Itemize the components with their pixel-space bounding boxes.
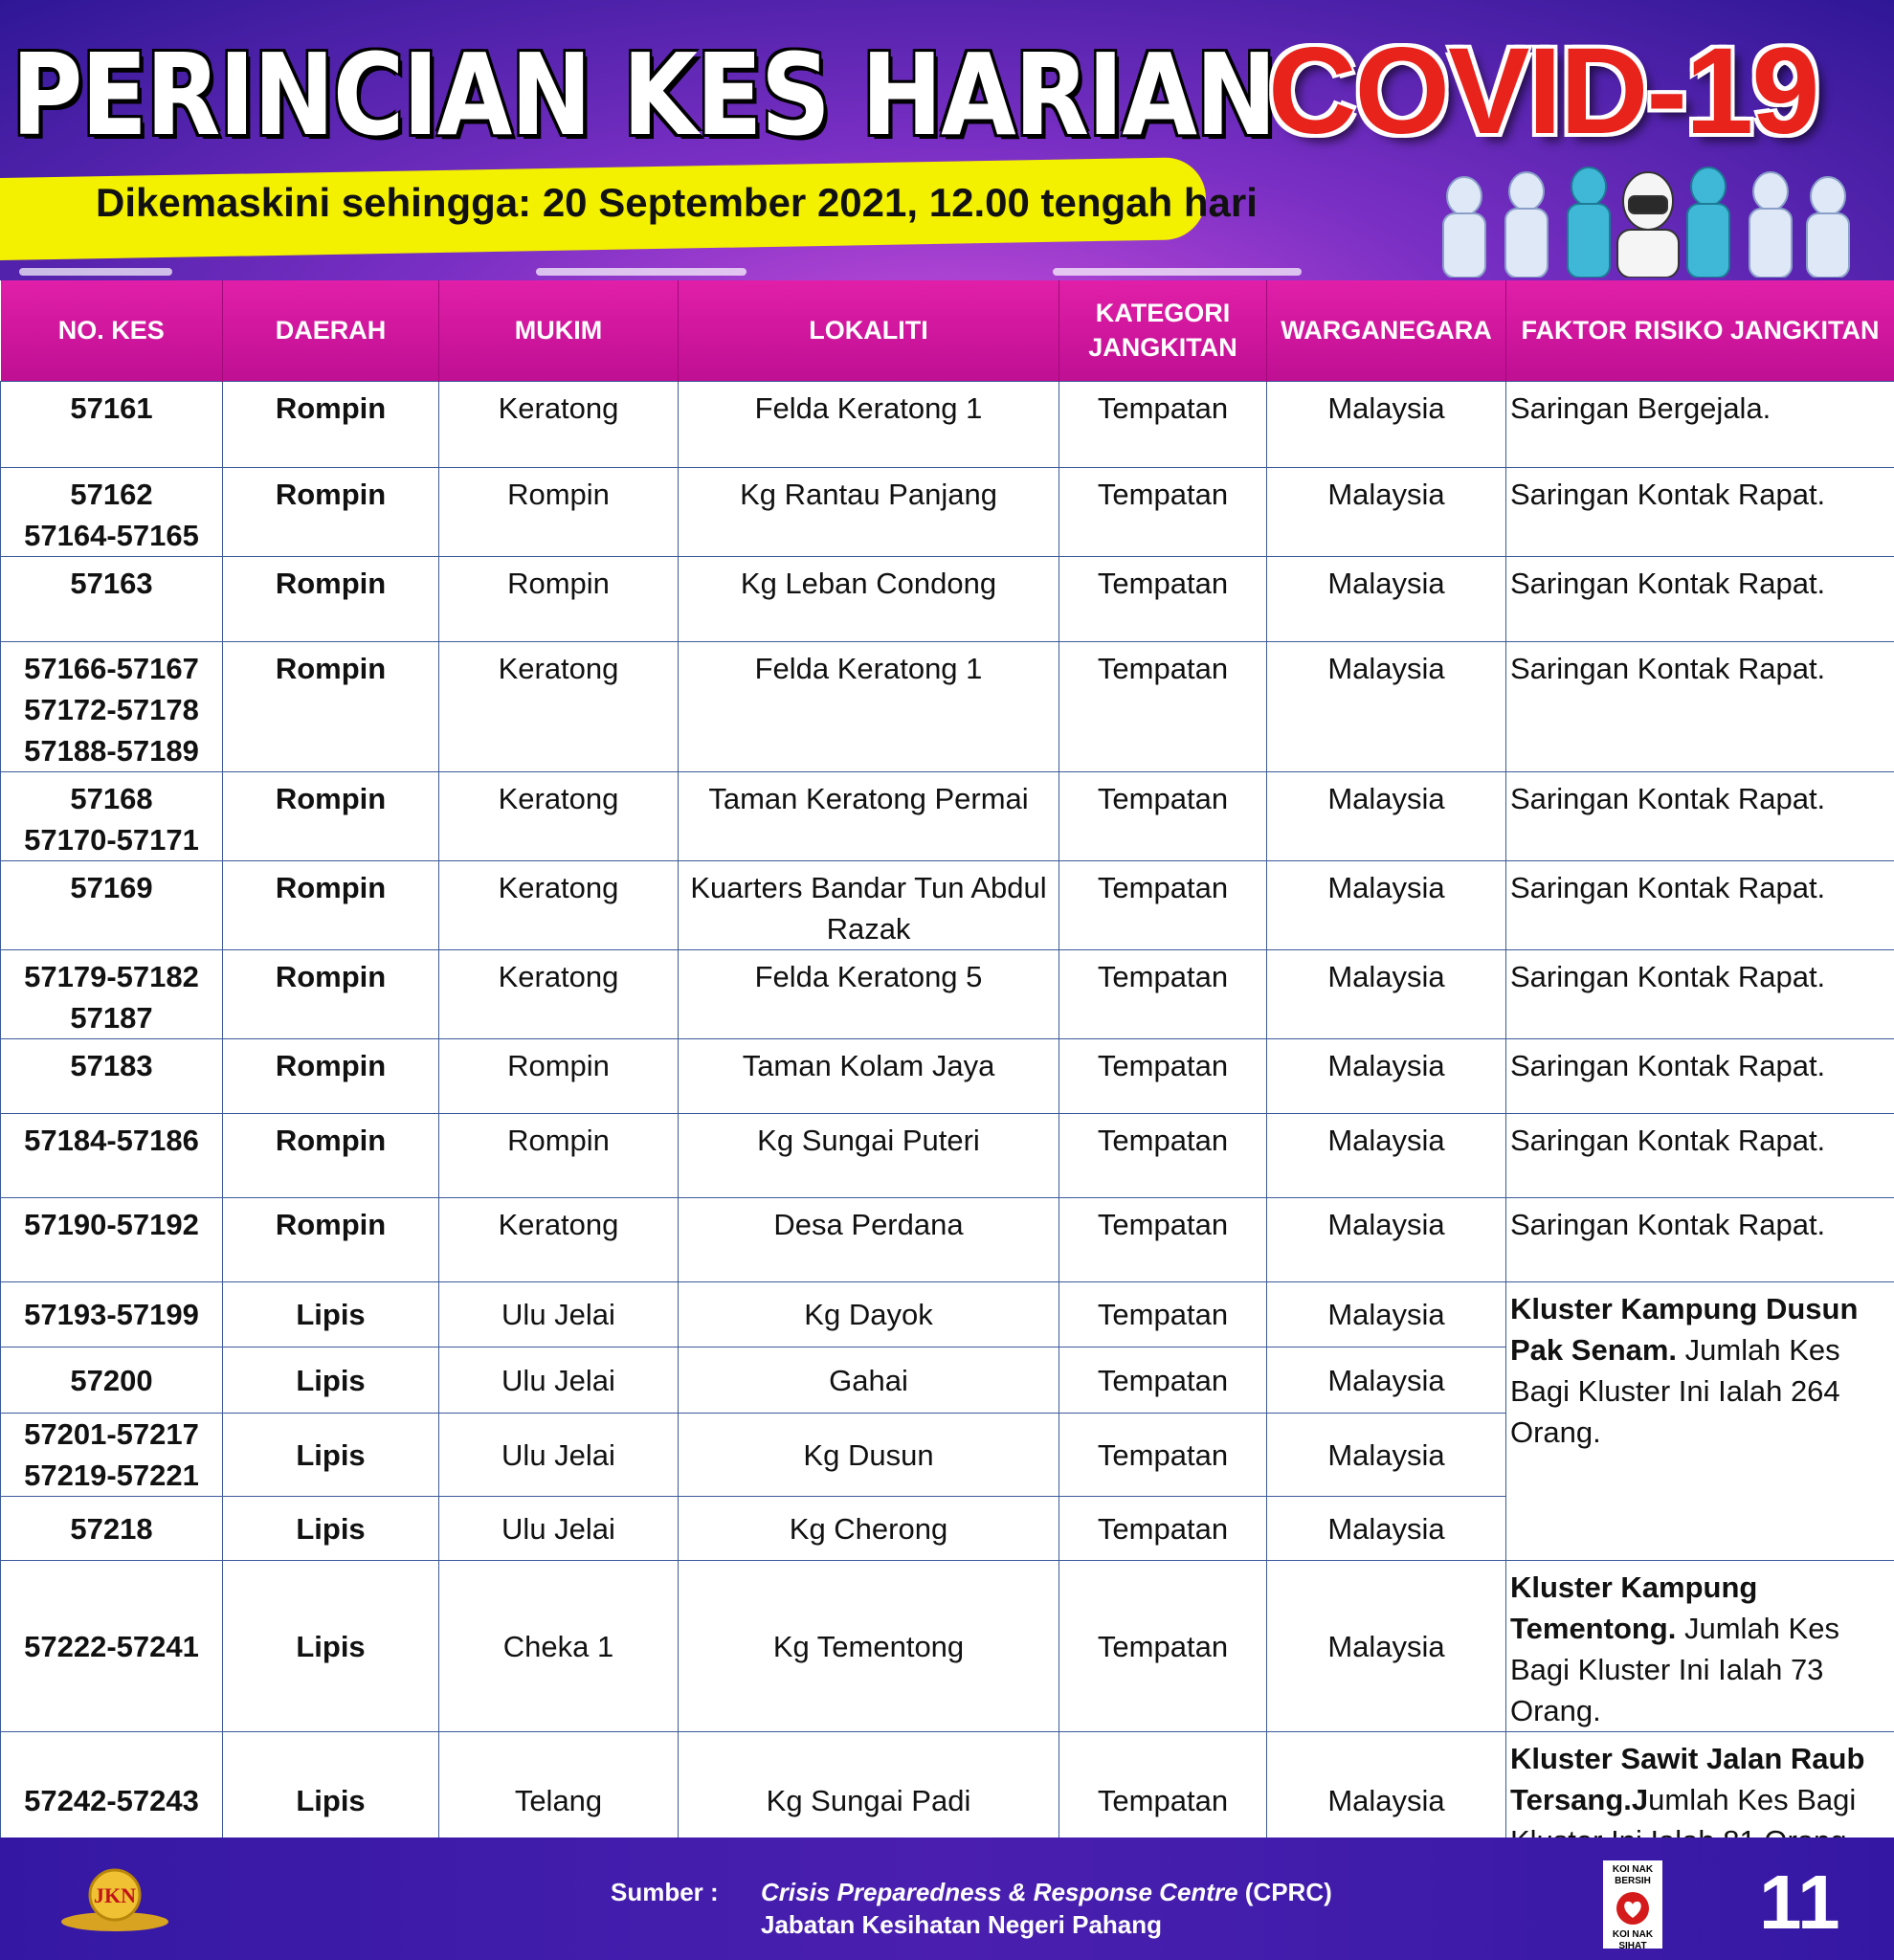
daerah-cell: Rompin (223, 950, 439, 1039)
mukim-cell: Cheka 1 (439, 1561, 679, 1732)
covid-title: COVID-19 (1268, 23, 1818, 160)
col-header-kategori: KATEGORI JANGKITAN (1059, 280, 1267, 382)
daerah-cell: Rompin (223, 772, 439, 861)
case-number: 57166-57167 57172-57178 57188-57189 (1, 642, 223, 772)
faktor-cell: Saringan Kontak Rapat. (1506, 1039, 1894, 1114)
lokaliti-cell: Felda Keratong 1 (679, 642, 1059, 772)
kategori-cell: Tempatan (1059, 772, 1267, 861)
faktor-cell: Saringan Kontak Rapat. (1506, 950, 1894, 1039)
kategori-cell: Tempatan (1059, 1282, 1267, 1348)
footer (0, 1838, 1894, 1960)
case-number: 57200 (1, 1348, 223, 1414)
warganegara-cell: Malaysia (1267, 1732, 1506, 1870)
jkn-logo (57, 1866, 172, 1933)
table-row (1, 1198, 1894, 1282)
lokaliti-cell: Kg Rantau Panjang (679, 468, 1059, 557)
case-number: 57201-57217 57219-57221 (1, 1414, 223, 1497)
table-row (1, 1282, 1894, 1348)
kategori-cell: Tempatan (1059, 382, 1267, 468)
warganegara-cell: Malaysia (1267, 557, 1506, 642)
daerah-cell: Lipis (223, 1732, 439, 1870)
lokaliti-cell: Kg Tementong (679, 1561, 1059, 1732)
kategori-cell: Tempatan (1059, 1039, 1267, 1114)
daerah-cell: Rompin (223, 1039, 439, 1114)
source-department: Jabatan Kesihatan Negeri Pahang (761, 1910, 1163, 1939)
warganegara-cell: Malaysia (1267, 861, 1506, 950)
case-number: 57190-57192 (1, 1198, 223, 1282)
mukim-cell: Ulu Jelai (439, 1414, 679, 1497)
daerah-cell: Lipis (223, 1348, 439, 1414)
case-number: 57163 (1, 557, 223, 642)
svg-text:JKN: JKN (94, 1883, 136, 1907)
table-row (1, 468, 1894, 557)
table-row (1, 382, 1894, 468)
page-number: 11 (1759, 1860, 1840, 1945)
warganegara-cell: Malaysia (1267, 468, 1506, 557)
warganegara-cell: Malaysia (1267, 1282, 1506, 1348)
source-org: Crisis Preparedness & Response Centre (CPRC) (761, 1878, 1332, 1906)
daerah-cell: Rompin (223, 557, 439, 642)
col-header-lokaliti: LOKALITI (679, 280, 1059, 382)
kategori-cell: Tempatan (1059, 642, 1267, 772)
mukim-cell: Rompin (439, 557, 679, 642)
warganegara-cell: Malaysia (1267, 1114, 1506, 1198)
table-row (1, 557, 1894, 642)
case-number: 57183 (1, 1039, 223, 1114)
mukim-cell: Rompin (439, 468, 679, 557)
kategori-cell: Tempatan (1059, 1561, 1267, 1732)
kategori-cell: Tempatan (1059, 950, 1267, 1039)
kategori-cell: Tempatan (1059, 1732, 1267, 1870)
table-row (1, 861, 1894, 950)
header-banner (0, 0, 1894, 280)
kategori-cell: Tempatan (1059, 1114, 1267, 1198)
mukim-cell: Keratong (439, 950, 679, 1039)
mukim-cell: Keratong (439, 1198, 679, 1282)
table-row (1, 1114, 1894, 1198)
lokaliti-cell: Gahai (679, 1348, 1059, 1414)
kategori-cell: Tempatan (1059, 1497, 1267, 1561)
kategori-cell: Tempatan (1059, 1414, 1267, 1497)
col-header-no-kes: NO. KES (1, 280, 223, 382)
mukim-cell: Keratong (439, 382, 679, 468)
lokaliti-cell: Kg Dusun (679, 1414, 1059, 1497)
warganegara-cell: Malaysia (1267, 772, 1506, 861)
daerah-cell: Lipis (223, 1414, 439, 1497)
case-table (0, 280, 1894, 1870)
table-row (1, 1561, 1894, 1732)
kategori-cell: Tempatan (1059, 468, 1267, 557)
kategori-cell: Tempatan (1059, 1348, 1267, 1414)
col-header-daerah: DAERAH (223, 280, 439, 382)
daerah-cell: Rompin (223, 1114, 439, 1198)
warganegara-cell: Malaysia (1267, 642, 1506, 772)
daerah-cell: Rompin (223, 382, 439, 468)
page-title: PERINCIAN KES HARIAN (11, 29, 1276, 161)
kategori-cell: Tempatan (1059, 861, 1267, 950)
daerah-cell: Rompin (223, 468, 439, 557)
lokaliti-cell: Felda Keratong 5 (679, 950, 1059, 1039)
case-number: 57161 (1, 382, 223, 468)
lokaliti-cell: Felda Keratong 1 (679, 382, 1059, 468)
mukim-cell: Rompin (439, 1114, 679, 1198)
faktor-cell: Saringan Bergejala. (1506, 382, 1894, 468)
kategori-cell: Tempatan (1059, 557, 1267, 642)
mukim-cell: Ulu Jelai (439, 1497, 679, 1561)
mukim-cell: Keratong (439, 642, 679, 772)
daerah-cell: Rompin (223, 1198, 439, 1282)
warganegara-cell: Malaysia (1267, 1348, 1506, 1414)
lokaliti-cell: Kuarters Bandar Tun Abdul Razak (679, 861, 1059, 950)
col-header-mukim: MUKIM (439, 280, 679, 382)
decor-line (1053, 268, 1302, 276)
table-row (1, 1039, 1894, 1114)
warganegara-cell: Malaysia (1267, 1414, 1506, 1497)
cluster-cell: Kluster Kampung Tementong. Jumlah Kes Bagi Kluster Ini Ialah 73 Orang. (1506, 1561, 1894, 1732)
warganegara-cell: Malaysia (1267, 1039, 1506, 1114)
healthcare-workers-illustration (1426, 158, 1876, 278)
table-row (1, 642, 1894, 772)
decor-line (536, 268, 746, 276)
warganegara-cell: Malaysia (1267, 1561, 1506, 1732)
faktor-cell: Saringan Kontak Rapat. (1506, 642, 1894, 772)
mukim-cell: Ulu Jelai (439, 1348, 679, 1414)
decor-line (19, 268, 172, 276)
daerah-cell: Rompin (223, 861, 439, 950)
faktor-cell: Saringan Kontak Rapat. (1506, 772, 1894, 861)
case-number: 57168 57170-57171 (1, 772, 223, 861)
mukim-cell: Rompin (439, 1039, 679, 1114)
faktor-cell: Saringan Kontak Rapat. (1506, 1114, 1894, 1198)
faktor-cell: Saringan Kontak Rapat. (1506, 468, 1894, 557)
source-label: Sumber : (611, 1878, 719, 1906)
lokaliti-cell: Desa Perdana (679, 1198, 1059, 1282)
mukim-cell: Telang (439, 1732, 679, 1870)
heart-icon (1614, 1891, 1652, 1926)
case-number: 57222-57241 (1, 1561, 223, 1732)
cluster-cell: Kluster Kampung Dusun Pak Senam. Jumlah Kes Bagi Kluster Ini Ialah 264 Orang. (1506, 1282, 1894, 1561)
lokaliti-cell: Taman Keratong Permai (679, 772, 1059, 861)
lokaliti-cell: Kg Cherong (679, 1497, 1059, 1561)
daerah-cell: Lipis (223, 1497, 439, 1561)
lokaliti-cell: Kg Dayok (679, 1282, 1059, 1348)
faktor-cell: Saringan Kontak Rapat. (1506, 557, 1894, 642)
warganegara-cell: Malaysia (1267, 382, 1506, 468)
table-row (1, 772, 1894, 861)
mukim-cell: Keratong (439, 861, 679, 950)
faktor-cell: Saringan Kontak Rapat. (1506, 861, 1894, 950)
daerah-cell: Lipis (223, 1282, 439, 1348)
warganegara-cell: Malaysia (1267, 1497, 1506, 1561)
kategori-cell: Tempatan (1059, 1198, 1267, 1282)
daerah-cell: Rompin (223, 642, 439, 772)
case-number: 57184-57186 (1, 1114, 223, 1198)
warganegara-cell: Malaysia (1267, 1198, 1506, 1282)
col-header-warganegara: WARGANEGARA (1267, 280, 1506, 382)
mukim-cell: Ulu Jelai (439, 1282, 679, 1348)
case-number: 57179-57182 57187 (1, 950, 223, 1039)
case-number: 57162 57164-57165 (1, 468, 223, 557)
koi-nak-sihat-badge: KOI NAK BERSIH KOI NAK SIHAT (1603, 1860, 1662, 1949)
case-number: 57218 (1, 1497, 223, 1561)
update-date: Dikemaskini sehingga: 20 September 2021, 12.00 tengah hari (96, 180, 1258, 225)
table-header-row (1, 280, 1894, 382)
case-number: 57193-57199 (1, 1282, 223, 1348)
faktor-cell: Saringan Kontak Rapat. (1506, 1198, 1894, 1282)
lokaliti-cell: Kg Leban Condong (679, 557, 1059, 642)
case-number: 57169 (1, 861, 223, 950)
lokaliti-cell: Kg Sungai Puteri (679, 1114, 1059, 1198)
cluster-cell: Kluster Sawit Jalan Raub Tersang.Jumlah Kes Bagi (1506, 1732, 1894, 1870)
warganegara-cell: Malaysia (1267, 950, 1506, 1039)
table-row (1, 950, 1894, 1039)
case-number: 57242-57243 (1, 1732, 223, 1870)
daerah-cell: Lipis (223, 1561, 439, 1732)
mukim-cell: Keratong (439, 772, 679, 861)
col-header-faktor: FAKTOR RISIKO JANGKITAN (1506, 280, 1894, 382)
lokaliti-cell: Taman Kolam Jaya (679, 1039, 1059, 1114)
lokaliti-cell: Kg Sungai Padi (679, 1732, 1059, 1870)
